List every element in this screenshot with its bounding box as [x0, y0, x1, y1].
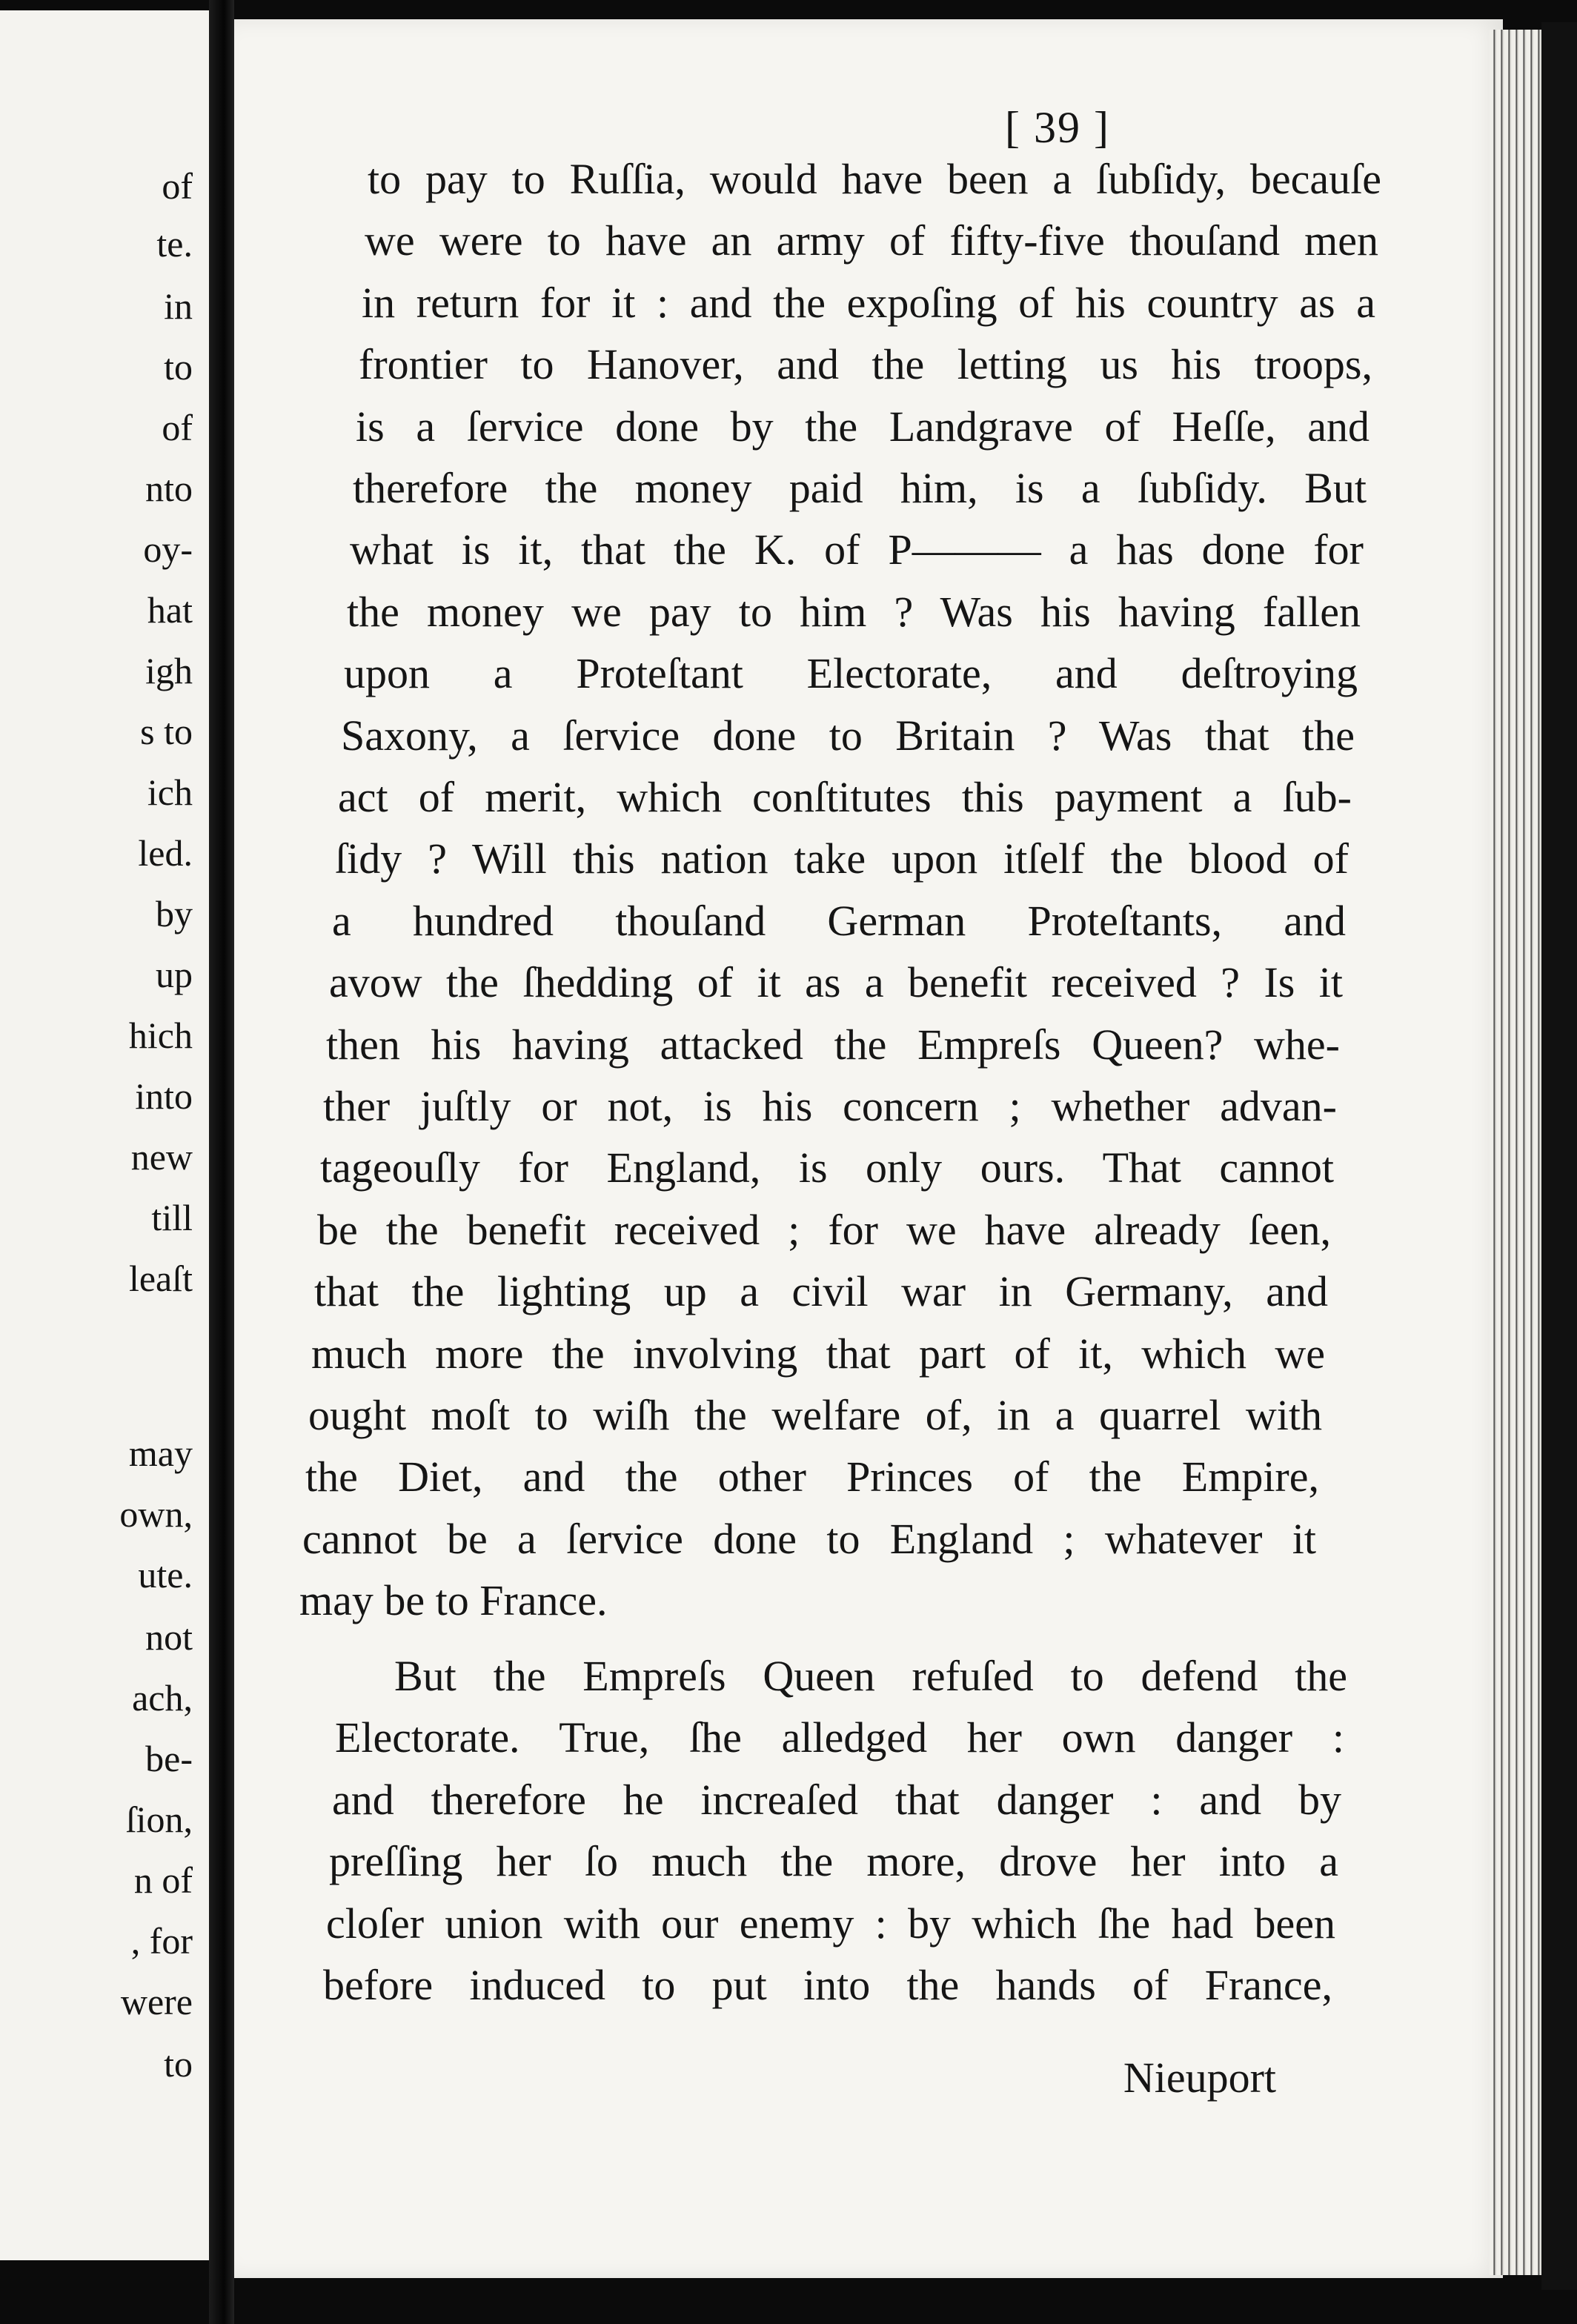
text-line: we were to have an army of fifty-five thouſand men [365, 216, 1378, 265]
facing-page-fragment: led. [138, 832, 193, 874]
book-edge [1541, 22, 1577, 2290]
text-line: what is it, that the K. of P——— a has done for [350, 525, 1364, 574]
facing-page-fragment: nto [145, 468, 193, 509]
facing-page-fragment: not [145, 1616, 193, 1658]
facing-page-fragment: to [164, 346, 193, 388]
text-line: to pay to Ruſſia, would have been a ſubſidy, becauſe [368, 155, 1381, 203]
facing-page-fragment: ich [147, 771, 193, 813]
page-number: [ 39 ] [1005, 103, 1110, 152]
facing-page-fragment: new [130, 1136, 193, 1178]
facing-page-fragment: by [156, 893, 193, 934]
text-line: avow the ſhedding of it as a benefit received ? Is it [329, 958, 1343, 1007]
facing-page-fragment: in [164, 285, 193, 327]
text-line: upon a Proteſtant Electorate, and deſtroying [344, 649, 1358, 698]
text-line: cloſer union with our enemy : by which ſhe had been [326, 1899, 1335, 1948]
text-line: ſidy ? Will this nation take upon itſelf the blood of [335, 834, 1349, 883]
catchword: Nieuport [1123, 2054, 1276, 2102]
text-line: Electorate. True, ſhe alledged her own danger : [335, 1713, 1344, 1762]
gutter-shadow [209, 0, 234, 2324]
text-line: in return for it : and the expoſing of his country as a [362, 278, 1375, 327]
text-line: ought moſt to wiſh the welfare of, in a quarrel with [308, 1391, 1322, 1439]
text-line: frontier to Hanover, and the letting us his troops, [359, 340, 1372, 389]
facing-page-fragment: , for [130, 1920, 193, 1962]
text-line: ther juſtly or not, is his concern ; whether advan- [323, 1082, 1337, 1130]
facing-page [0, 10, 213, 2260]
text-line: is a ſervice done by the Landgrave of Heſſe, and [356, 402, 1370, 451]
facing-page-fragment: ach, [132, 1677, 193, 1719]
text-line: act of merit, which conſtitutes this payment a ſub- [338, 773, 1352, 821]
facing-page-fragment: igh [145, 650, 193, 691]
text-line: before induced to put into the hands of France, [323, 1961, 1332, 2009]
text-line: may be to France. [299, 1576, 608, 1625]
facing-page-fragment: be- [145, 1738, 193, 1779]
facing-page-fragment: up [156, 954, 193, 995]
facing-page-fragment: were [120, 1981, 193, 2022]
facing-page-fragment: s to [140, 711, 193, 752]
facing-page-fragment: till [151, 1197, 193, 1238]
facing-page-fragment: hat [147, 589, 193, 631]
facing-page-fragment: of [162, 165, 193, 207]
facing-page-fragment: own, [119, 1493, 193, 1535]
main-page [234, 19, 1503, 2278]
text-line: cannot be a ſervice done to England ; whatever it [302, 1514, 1316, 1563]
text-line: be the benefit received ; for we have already ſeen, [317, 1205, 1331, 1254]
text-line: the money we pay to him ? Was his having fallen [347, 587, 1361, 636]
text-line: the Diet, and the other Princes of the Empire, [305, 1452, 1319, 1501]
facing-page-fragment: hich [128, 1015, 193, 1056]
facing-page-fragment: to [164, 2043, 193, 2085]
facing-page-fragment: into [135, 1075, 193, 1117]
text-line: Saxony, a ſervice done to Britain ? Was that the [341, 711, 1355, 760]
text-line: tageouſly for England, is only ours. That cannot [320, 1143, 1334, 1192]
facing-page-fragment: oy- [143, 528, 193, 570]
text-line: then his having attacked the Empreſs Queen? whe- [326, 1020, 1340, 1069]
facing-page-fragment: leaſt [128, 1258, 193, 1299]
facing-page-fragment: ſion, [125, 1799, 193, 1840]
text-line: preſſing her ſo much the more, drove her into a [329, 1837, 1338, 1886]
text-line: But the Empreſs Queen refuſed to defend the [394, 1652, 1347, 1700]
facing-page-fragment: te. [156, 223, 193, 265]
text-line: much more the involving that part of it, which we [311, 1329, 1325, 1378]
facing-page-fragment: n of [133, 1859, 193, 1901]
text-line: that the lighting up a civil war in Germany, and [314, 1267, 1328, 1316]
text-line: a hundred thouſand German Proteſtants, and [332, 896, 1346, 945]
text-line: and therefore he increaſed that danger : and by [332, 1775, 1341, 1824]
facing-page-fragment: ute. [138, 1554, 193, 1596]
facing-page-fragment: of [162, 407, 193, 448]
text-line: therefore the money paid him, is a ſubſidy. But [353, 464, 1367, 512]
facing-page-fragment: may [128, 1432, 193, 1474]
